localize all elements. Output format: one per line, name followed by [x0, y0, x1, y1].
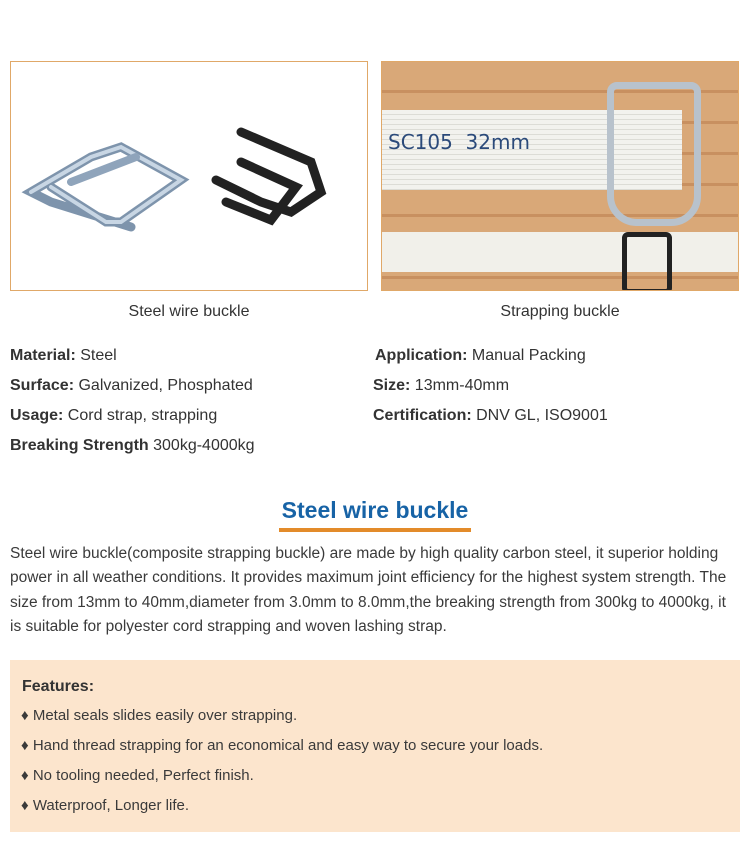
feature-item: ♦ Hand thread strapping for an economical and easy way to secure your loads.	[21, 737, 544, 754]
features-box	[10, 660, 740, 832]
spec-label: Size:	[373, 377, 411, 394]
section-title	[0, 497, 750, 532]
features-title: Features:	[22, 678, 95, 695]
spec-usage	[10, 407, 217, 425]
spec-size	[373, 377, 509, 395]
spec-value: Steel	[75, 347, 117, 364]
spec-value: Manual Packing	[467, 347, 586, 364]
caption-steel-wire-buckle: Steel wire buckle	[128, 303, 250, 320]
section-title-text: Steel wire buckle	[279, 497, 472, 532]
spec-application	[375, 347, 586, 365]
spec-value: DNV GL, ISO9001	[471, 407, 608, 424]
spec-label: Material:	[10, 347, 76, 364]
spec-label: Certification:	[373, 407, 472, 424]
steel-wire-buckle-image	[10, 61, 368, 291]
description: Steel wire buckle(composite strapping buckle) are made by high quality carbon steel, it superior holding power in all weather conditions. It provides maximum joint efficiency for the highest system strength. The size from 13mm to 40mm,diameter from 3.0mm to 8.0mm,the breaking strength from 300kg to 4000kg, it is suitable for polyester cord strapping and woven lashing strap.	[10, 545, 727, 635]
spec-label: Usage:	[10, 407, 64, 424]
spec-label: Surface:	[10, 377, 75, 394]
feature-item: ♦ Metal seals slides easily over strapping.	[21, 707, 298, 724]
spec-label: Application:	[375, 347, 468, 364]
spec-certification	[373, 407, 608, 425]
spec-material	[10, 347, 117, 365]
spec-surface	[10, 377, 253, 395]
photo-label: SC105 32mm	[388, 130, 530, 154]
spec-value: Cord strap, strapping	[63, 407, 218, 424]
caption-strapping-buckle: Strapping buckle	[500, 303, 620, 320]
spec-value: 300kg-4000kg	[148, 437, 255, 454]
feature-item: ♦ Waterproof, Longer life.	[21, 797, 190, 814]
feature-item: ♦ No tooling needed, Perfect finish.	[21, 767, 254, 784]
spec-label: Breaking Strength	[10, 437, 149, 454]
spec-value: 13mm-40mm	[410, 377, 510, 394]
spec-breaking-strength	[10, 437, 255, 455]
strapping-buckle-image	[381, 61, 739, 291]
spec-value: Galvanized, Phosphated	[74, 377, 253, 394]
